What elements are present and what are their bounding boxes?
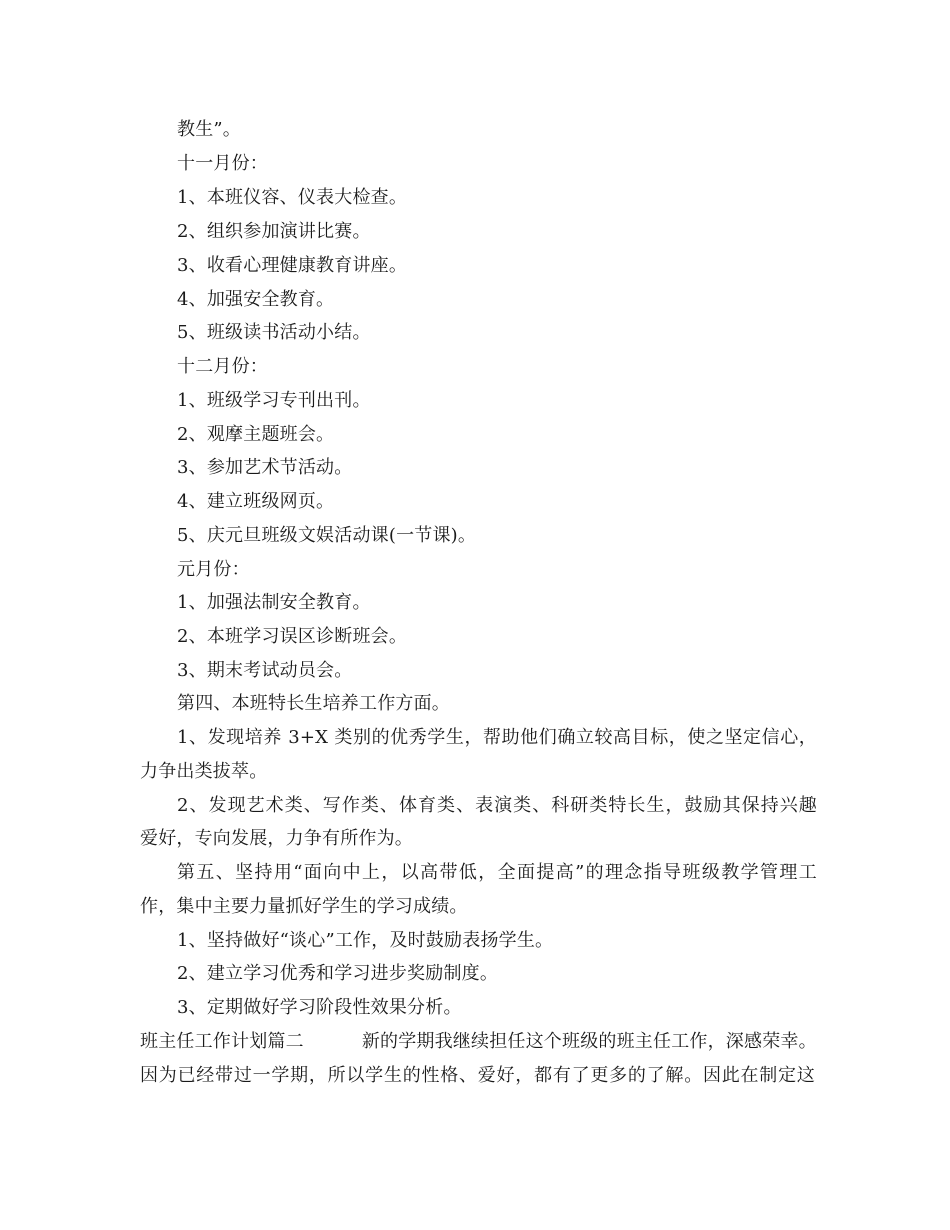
list-item: 5、庆元旦班级文娱活动课(一节课)。	[177, 525, 477, 546]
list-item: 3、定期做好学习阶段性效果分析。	[177, 997, 462, 1018]
paragraph-line: 1、发现培养 3+X 类别的优秀学生，帮助他们确立较高目标，使之坚定信心，	[177, 727, 817, 748]
paragraph-line: 第五、坚持用“面向中上，以高带低，全面提高”的理念指导班级教学管理工	[177, 862, 817, 883]
section-title: 班主任工作计划篇二	[140, 1031, 304, 1052]
list-item: 3、参加艺术节活动。	[177, 457, 353, 478]
paragraph-line: 作，集中主要力量抓好学生的学习成绩。	[140, 896, 468, 917]
section-heading: 第四、本班特长生培养工作方面。	[177, 693, 450, 714]
month-heading: 十一月份：	[177, 153, 268, 174]
list-item: 4、建立班级网页。	[177, 491, 335, 512]
month-heading: 十二月份：	[177, 356, 268, 377]
paragraph-line: 2、发现艺术类、写作类、体育类、表演类、科研类特长生，鼓励其保持兴趣	[177, 795, 817, 816]
list-item: 1、本班仪容、仪表大检查。	[177, 187, 408, 208]
list-item: 2、组织参加演讲比赛。	[177, 221, 371, 242]
section-first-text: 新的学期我继续担任这个班级的班主任工作，深感荣幸。	[361, 1031, 817, 1052]
paragraph-line: 爱好，专向发展，力争有所作为。	[140, 828, 413, 849]
list-item: 4、加强安全教育。	[177, 289, 335, 310]
paragraph-line: 因为已经带过一学期，所以学生的性格、爱好，都有了更多的了解。因此在制定这	[140, 1065, 815, 1086]
paragraph-line: 力争出类拔萃。	[140, 761, 268, 782]
list-item: 2、本班学习误区诊断班会。	[177, 626, 408, 647]
list-item: 2、观摩主题班会。	[177, 424, 335, 445]
month-heading: 元月份：	[177, 559, 250, 580]
list-item: 1、坚持做好“谈心”工作，及时鼓励表扬学生。	[177, 930, 554, 951]
list-item: 2、建立学习优秀和学习进步奖励制度。	[177, 963, 499, 984]
list-item: 1、加强法制安全教育。	[177, 592, 371, 613]
text-line: 教生”。	[177, 119, 242, 140]
list-item: 3、收看心理健康教育讲座。	[177, 255, 408, 276]
list-item: 5、班级读书活动小结。	[177, 322, 371, 343]
list-item: 3、期末考试动员会。	[177, 660, 353, 681]
list-item: 1、班级学习专刊出刊。	[177, 390, 371, 411]
section-start-line	[140, 1031, 815, 1053]
